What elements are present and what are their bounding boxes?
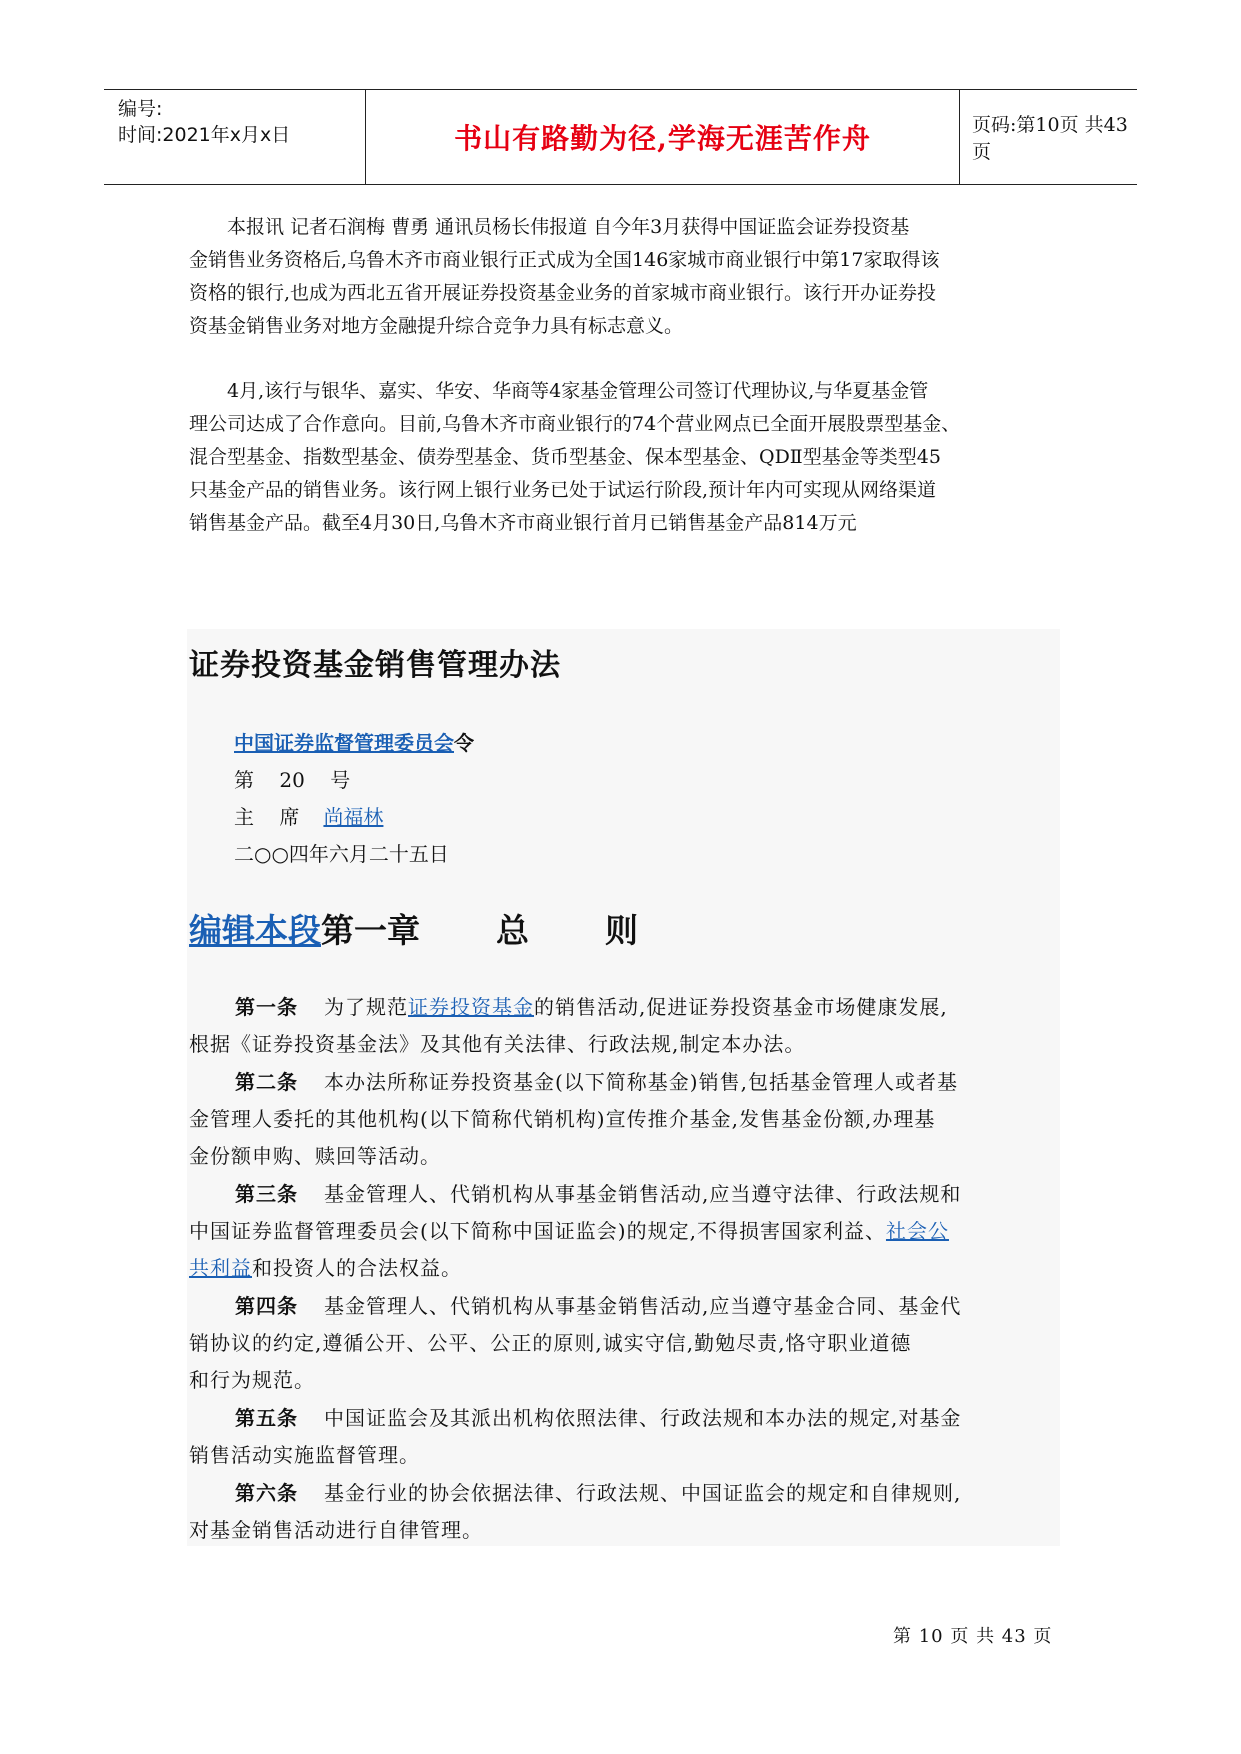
article-text: 本办法所称证券投资基金(以下简称基金)销售,包括基金管理人或者基 xyxy=(324,1070,958,1094)
article-text: 为了规范 xyxy=(324,995,408,1019)
article-text: 基金行业的协会依据法律、行政法规、中国证监会的规定和自律规则, xyxy=(324,1481,962,1505)
article-6 xyxy=(189,1475,1051,1549)
article-text: 金管理人委托的其他机构(以下简称代销机构)宣传推介基金,发售基金份额,办理基 xyxy=(189,1107,936,1131)
article-label: 第三条 xyxy=(235,1182,298,1206)
article-label: 第五条 xyxy=(235,1406,298,1430)
article-label: 第一条 xyxy=(235,995,298,1019)
page-header xyxy=(104,89,1137,185)
chapter-heading xyxy=(189,905,638,952)
chapter-name: 则 xyxy=(605,911,638,950)
text-line: 理公司达成了合作意向。目前,乌鲁木齐市商业银行的74个营业网点已全面开展股票型基金、 xyxy=(189,413,961,435)
text-line: 混合型基金、指数型基金、债券型基金、货币型基金、保本型基金、QDⅡ型基金等类型45 xyxy=(189,446,941,468)
issuer-link[interactable]: 中国证券监督管理委员会 xyxy=(234,731,454,755)
news-paragraph-2 xyxy=(189,375,1051,540)
text-line: 本报讯 记者石润梅 曹勇 通讯员杨长伟报道 自今年3月获得中国证监会证券投资基 xyxy=(227,216,910,238)
article-3 xyxy=(189,1176,1051,1287)
header-page-label: 页码:第10页 共43页 xyxy=(972,114,1128,163)
text-line: 资基金销售业务对地方金融提升综合竞争力具有标志意义。 xyxy=(189,315,684,337)
document-title: 证券投资基金销售管理办法 xyxy=(189,648,561,683)
article-label: 第二条 xyxy=(235,1070,298,1094)
article-label: 第四条 xyxy=(235,1294,298,1318)
article-text: 基金管理人、代销机构从事基金销售活动,应当遵守基金合同、基金代 xyxy=(324,1294,962,1318)
text-line: 资格的银行,也成为西北五省开展证券投资基金业务的首家城市商业银行。该行开办证券投 xyxy=(189,282,937,304)
article-label: 第六条 xyxy=(235,1481,298,1505)
chair-name-link[interactable]: 尚福林 xyxy=(323,805,384,829)
public-interest-link[interactable]: 社会公 xyxy=(885,1219,949,1243)
issue-date: 二○○四年六月二十五日 xyxy=(234,842,449,866)
article-text: 销售活动实施监督管理。 xyxy=(189,1443,420,1467)
text-line: 只基金产品的销售业务。该行网上银行业务已处于试运行阶段,预计年内可实现从网络渠道 xyxy=(189,479,937,501)
article-text: 和行为规范。 xyxy=(189,1368,315,1392)
text-line: 销售基金产品。截至4月30日,乌鲁木齐市商业银行首月已销售基金产品814万元 xyxy=(189,512,857,534)
article-text: 根据《证券投资基金法》及其他有关法律、行政法规,制定本办法。 xyxy=(189,1032,806,1056)
article-text: 金份额申购、赎回等活动。 xyxy=(189,1144,441,1168)
page-footer: 第 10 页 共 43 页 xyxy=(893,1626,1053,1647)
article-text: 的销售活动,促进证券投资基金市场健康发展, xyxy=(534,995,948,1019)
chapter-name: 总 xyxy=(496,911,529,950)
news-paragraph-1 xyxy=(189,211,1051,343)
article-1 xyxy=(189,989,1051,1063)
issuer-suffix: 令 xyxy=(454,731,474,755)
chapter-title: 第一章 xyxy=(321,911,420,950)
fund-link[interactable]: 证券投资基金 xyxy=(408,995,534,1019)
article-text: 销协议的约定,遵循公开、公平、公正的原则,诚实守信,勤勉尽责,恪守职业道德 xyxy=(189,1331,912,1355)
article-text: 对基金销售活动进行自律管理。 xyxy=(189,1518,483,1542)
article-text: 中国证券监督管理委员会(以下简称中国证监会)的规定,不得损害国家利益、 xyxy=(189,1219,886,1243)
time-label: 时间:2021年x月x日 xyxy=(118,124,291,146)
text-line: 4月,该行与银华、嘉实、华安、华商等4家基金管理公司签订代理协议,与华夏基金管 xyxy=(227,380,929,402)
article-2 xyxy=(189,1064,1051,1175)
article-text: 基金管理人、代销机构从事基金销售活动,应当遵守法律、行政法规和 xyxy=(324,1182,962,1206)
article-text: 中国证监会及其派出机构依照法律、行政法规和本办法的规定,对基金 xyxy=(324,1406,962,1430)
article-5 xyxy=(189,1400,1051,1474)
text-line: 金销售业务资格后,乌鲁木齐市商业银行正式成为全国146家城市商业银行中第17家取得该 xyxy=(189,249,940,271)
header-motto: 书山有路勤为径,学海无涯苦作舟 xyxy=(454,122,871,155)
header-divider xyxy=(959,90,960,184)
article-4 xyxy=(189,1288,1051,1399)
article-text: 和投资人的合法权益。 xyxy=(252,1256,462,1280)
chair-label: 主 席 xyxy=(234,805,300,829)
order-number: 第 20 号 xyxy=(234,768,351,792)
public-interest-link[interactable]: 共利益 xyxy=(189,1256,252,1280)
issuer-line xyxy=(234,728,474,758)
header-meta xyxy=(118,90,364,184)
chair-line xyxy=(234,802,383,832)
edit-section-link[interactable]: 编辑本段 xyxy=(189,911,321,950)
number-label: 编号: xyxy=(118,98,163,120)
